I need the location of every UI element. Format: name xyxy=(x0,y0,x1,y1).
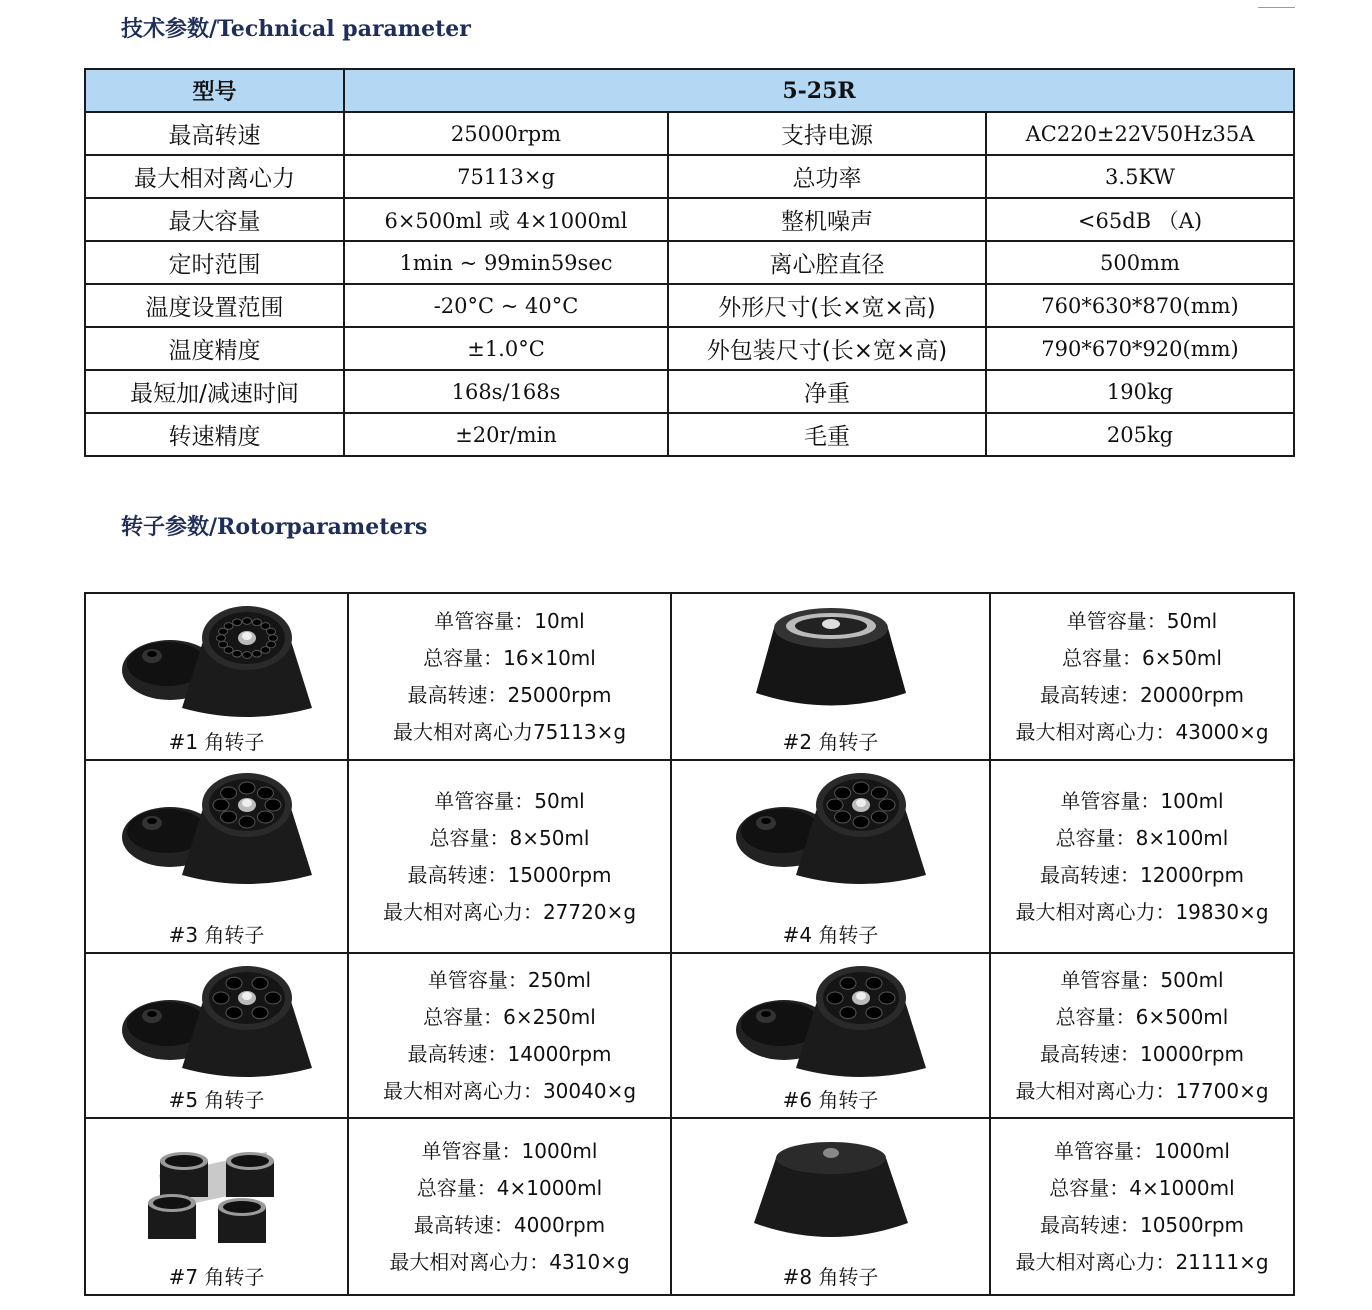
rotor-spec-line: 最高转速：12000rpm xyxy=(1039,862,1245,887)
rotor-spec-line: 总容量：4×1000ml xyxy=(1049,1175,1235,1200)
spec-label: 外形尺寸(长×宽×高) xyxy=(668,284,986,327)
rotor-spec-line: 总容量：6×50ml xyxy=(1062,645,1222,670)
rotor-spec-line: 最大相对离心力：19830×g xyxy=(1015,899,1269,924)
rotor-spec-line: 总容量：8×100ml xyxy=(1055,825,1229,850)
spec-label: 支持电源 xyxy=(668,112,986,155)
table-row xyxy=(85,413,1294,456)
rotor-spec-cell xyxy=(990,593,1294,760)
rotor-spec-cell xyxy=(990,760,1294,953)
spec-value: 1min ~ 99min59sec xyxy=(344,241,668,284)
spec-label: 最高转速 xyxy=(85,112,344,155)
rotor-spec-cell xyxy=(348,760,671,953)
rotor-image xyxy=(86,958,347,1088)
rotor-spec-line: 单管容量：50ml xyxy=(1066,608,1218,633)
rotor-spec-cell xyxy=(990,1118,1294,1295)
spec-value: 168s/168s xyxy=(344,370,668,413)
spec-value: ±1.0°C xyxy=(344,327,668,370)
rotor-spec-list xyxy=(349,603,670,751)
rotor-spec-line: 单管容量：10ml xyxy=(434,608,585,633)
table-row xyxy=(85,760,1294,953)
spec-value: 190kg xyxy=(986,370,1294,413)
rotor-image xyxy=(672,958,989,1088)
top-rule xyxy=(1258,7,1295,8)
spec-value: -20°C ~ 40°C xyxy=(344,284,668,327)
spec-label: 净重 xyxy=(668,370,986,413)
rotor-spec-cell xyxy=(348,593,671,760)
rotor-spec-line: 单管容量：1000ml xyxy=(1054,1138,1230,1163)
spec-label: 定时范围 xyxy=(85,241,344,284)
rotor-image-cell xyxy=(85,953,348,1118)
rotor-spec-cell xyxy=(348,953,671,1118)
rotor-spec-line: 最大相对离心力75113×g xyxy=(392,719,627,744)
rotor-image xyxy=(672,765,989,895)
rotor-spec-list xyxy=(349,962,670,1110)
rotor-spec-line: 总容量：4×1000ml xyxy=(416,1175,603,1200)
rotor-name: #6 角转子 xyxy=(782,1088,879,1112)
rotor-spec-line: 最大相对离心力：21111×g xyxy=(1015,1249,1269,1274)
table-row xyxy=(85,327,1294,370)
rotor-name: #3 角转子 xyxy=(168,923,265,947)
table-row xyxy=(85,241,1294,284)
spec-value: 760*630*870(mm) xyxy=(986,284,1294,327)
model-label: 型号 xyxy=(85,69,344,112)
rotor-spec-list xyxy=(349,1133,670,1281)
rotor-image-cell xyxy=(671,1118,990,1295)
spec-value: 25000rpm xyxy=(344,112,668,155)
rotor-spec-list xyxy=(991,962,1293,1110)
rotor-spec-list xyxy=(349,783,670,931)
rotor-name: #7 角转子 xyxy=(168,1265,265,1289)
spec-label: 温度设置范围 xyxy=(85,284,344,327)
rotor-spec-line: 单管容量：500ml xyxy=(1060,967,1224,992)
rotor-spec-line: 最高转速：10000rpm xyxy=(1039,1041,1245,1066)
spec-label: 温度精度 xyxy=(85,327,344,370)
rotor-image-cell xyxy=(671,953,990,1118)
spec-value: 790*670*920(mm) xyxy=(986,327,1294,370)
rotor-spec-line: 总容量：6×250ml xyxy=(423,1004,596,1029)
spec-value: 6×500ml 或 4×1000ml xyxy=(344,198,668,241)
spec-label: 毛重 xyxy=(668,413,986,456)
spec-value: <65dB （A) xyxy=(986,198,1294,241)
spec-label: 转速精度 xyxy=(85,413,344,456)
spec-value: AC220±22V50Hz35A xyxy=(986,112,1294,155)
rotor-name: #1 角转子 xyxy=(168,730,265,754)
rotor-spec-cell xyxy=(990,953,1294,1118)
spec-value: 75113×g xyxy=(344,155,668,198)
rotor-spec-line: 最大相对离心力：43000×g xyxy=(1015,719,1269,744)
spec-value: 3.5KW xyxy=(986,155,1294,198)
rotor-image xyxy=(86,598,347,728)
rotor-spec-line: 最高转速：14000rpm xyxy=(407,1041,612,1066)
rotor-spec-line: 单管容量：50ml xyxy=(434,788,585,813)
rotor-spec-list xyxy=(991,783,1293,931)
model-value: 5-25R xyxy=(344,69,1294,112)
rotor-spec-line: 最高转速：4000rpm xyxy=(413,1212,606,1237)
rotor-spec-line: 总容量：8×50ml xyxy=(429,825,590,850)
rotor-spec-line: 最大相对离心力：4310×g xyxy=(389,1249,630,1274)
rotor-spec-line: 单管容量：1000ml xyxy=(421,1138,598,1163)
spec-label: 整机噪声 xyxy=(668,198,986,241)
rotor-name: #4 角转子 xyxy=(782,923,879,947)
table-row xyxy=(85,198,1294,241)
table-row xyxy=(85,155,1294,198)
rotor-spec-list xyxy=(991,1133,1293,1281)
rotor-name: #5 角转子 xyxy=(168,1088,265,1112)
rotor-image-cell xyxy=(85,1118,348,1295)
table-row xyxy=(85,593,1294,760)
rotor-spec-cell xyxy=(348,1118,671,1295)
rotor-spec-list xyxy=(991,603,1293,751)
rotor-image xyxy=(672,598,989,723)
technical-parameter-title: 技术参数/Technical parameter xyxy=(121,16,471,42)
spec-label: 最短加/减速时间 xyxy=(85,370,344,413)
rotor-spec-line: 最高转速：25000rpm xyxy=(407,682,612,707)
rotor-parameters-title: 转子参数/Rotorparameters xyxy=(121,514,428,540)
rotor-spec-line: 单管容量：100ml xyxy=(1060,788,1224,813)
table-header-row xyxy=(85,69,1294,112)
rotor-image-cell xyxy=(85,760,348,953)
rotor-spec-line: 总容量：6×500ml xyxy=(1055,1004,1229,1029)
spec-value: 500mm xyxy=(986,241,1294,284)
table-row xyxy=(85,112,1294,155)
rotor-spec-line: 最高转速：15000rpm xyxy=(407,862,612,887)
technical-spec-table xyxy=(84,68,1295,457)
spec-value: 205kg xyxy=(986,413,1294,456)
rotor-image-cell xyxy=(85,593,348,760)
table-row xyxy=(85,953,1294,1118)
spec-label: 外包装尺寸(长×宽×高) xyxy=(668,327,986,370)
rotor-name: #2 角转子 xyxy=(782,730,879,754)
spec-value: ±20r/min xyxy=(344,413,668,456)
rotor-spec-line: 最大相对离心力：17700×g xyxy=(1015,1078,1269,1103)
spec-label: 最大容量 xyxy=(85,198,344,241)
rotor-image-cell xyxy=(671,593,990,760)
rotor-spec-line: 总容量：16×10ml xyxy=(423,645,596,670)
rotor-parameters-table xyxy=(84,592,1295,1296)
spec-label: 总功率 xyxy=(668,155,986,198)
rotor-spec-line: 最大相对离心力：27720×g xyxy=(382,899,637,924)
table-row xyxy=(85,284,1294,327)
table-row xyxy=(85,1118,1294,1295)
rotor-name: #8 角转子 xyxy=(782,1265,879,1289)
table-row xyxy=(85,370,1294,413)
rotor-spec-line: 最高转速：10500rpm xyxy=(1039,1212,1245,1237)
rotor-spec-line: 单管容量：250ml xyxy=(427,967,592,992)
spec-label: 离心腔直径 xyxy=(668,241,986,284)
rotor-image-cell xyxy=(671,760,990,953)
rotor-spec-line: 最大相对离心力：30040×g xyxy=(382,1078,637,1103)
rotor-image xyxy=(86,1123,347,1248)
rotor-image xyxy=(86,765,347,895)
rotor-spec-line: 最高转速：20000rpm xyxy=(1039,682,1245,707)
rotor-image xyxy=(672,1123,989,1248)
spec-label: 最大相对离心力 xyxy=(85,155,344,198)
